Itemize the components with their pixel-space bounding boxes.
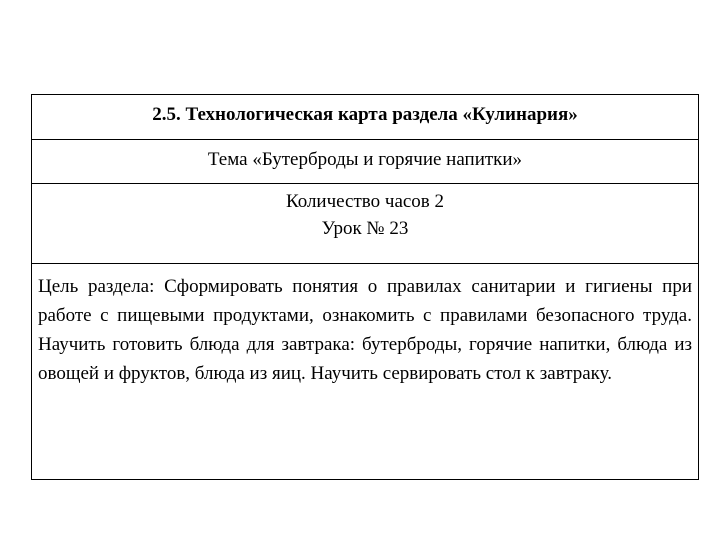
title-row	[32, 95, 698, 140]
card-title: 2.5. Технологическая карта раздела «Кулинария»	[152, 104, 578, 125]
lesson-number: Урок № 23	[321, 218, 409, 239]
hours-count: Количество часов 2	[285, 191, 445, 212]
topic-row	[32, 140, 698, 184]
topic-text: Тема «Бутерброды и горячие напитки»	[207, 149, 523, 170]
hours-row	[32, 184, 698, 264]
goal-row	[32, 264, 698, 479]
technology-card-table	[31, 94, 699, 480]
section-goal: Цель раздела: Сформировать понятия о правилах санитарии и гигиены при работе с пищевыми продуктами, ознакомить с правилами безопасного труда. Научить готовить блюда для завтрака: бутерброды, горячие напитки, блюда из овощей и фруктов, блюда из яиц. Научить сервировать стол к завтраку.	[38, 276, 692, 384]
